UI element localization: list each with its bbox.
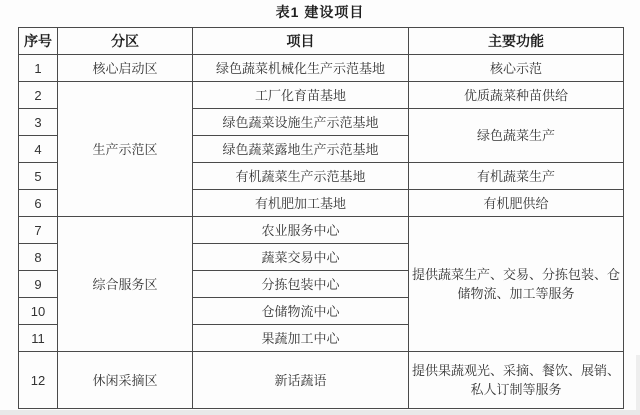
row-number-cell: 10 (19, 298, 58, 325)
table-header-row (19, 28, 624, 55)
construction-projects-table (18, 27, 624, 409)
row-number-cell: 12 (19, 352, 58, 409)
project-cell: 有机肥加工基地 (193, 190, 409, 217)
zone-cell: 核心启动区 (58, 55, 193, 82)
function-cell: 有机肥供给 (409, 190, 624, 217)
table-title: 表1 建设项目 (275, 4, 365, 20)
project-cell: 绿色蔬菜露地生产示范基地 (193, 136, 409, 163)
right-edge-shade (636, 355, 640, 415)
table-row (19, 352, 624, 409)
project-cell: 工厂化育苗基地 (193, 82, 409, 109)
bottom-edge-shade (0, 410, 640, 415)
function-cell: 有机蔬菜生产 (409, 163, 624, 190)
table-row (19, 55, 624, 82)
row-number-cell: 1 (19, 55, 58, 82)
zone-cell: 休闲采摘区 (58, 352, 193, 409)
row-number-cell: 7 (19, 217, 58, 244)
row-number-cell: 9 (19, 271, 58, 298)
project-cell: 农业服务中心 (193, 217, 409, 244)
row-number-cell: 4 (19, 136, 58, 163)
row-number-cell: 8 (19, 244, 58, 271)
function-cell: 核心示范 (409, 55, 624, 82)
header-no: 序号 (19, 28, 58, 55)
zone-cell: 生产示范区 (58, 82, 193, 217)
row-number-cell: 11 (19, 325, 58, 352)
function-cell: 优质蔬菜种苗供给 (409, 82, 624, 109)
header-project: 项目 (193, 28, 409, 55)
row-number-cell: 5 (19, 163, 58, 190)
project-cell: 绿色蔬菜机械化生产示范基地 (193, 55, 409, 82)
header-function: 主要功能 (409, 28, 624, 55)
function-cell: 绿色蔬菜生产 (409, 109, 624, 163)
project-cell: 新话蔬语 (193, 352, 409, 409)
project-cell: 有机蔬菜生产示范基地 (193, 163, 409, 190)
row-number-cell: 3 (19, 109, 58, 136)
function-cell: 提供蔬菜生产、交易、分拣包装、仓储物流、加工等服务 (409, 217, 624, 352)
project-cell: 绿色蔬菜设施生产示范基地 (193, 109, 409, 136)
project-cell: 分拣包装中心 (193, 271, 409, 298)
function-cell: 提供果蔬观光、采摘、餐饮、展销、私人订制等服务 (409, 352, 624, 409)
row-number-cell: 2 (19, 82, 58, 109)
project-cell: 果蔬加工中心 (193, 325, 409, 352)
project-cell: 仓储物流中心 (193, 298, 409, 325)
row-number-cell: 6 (19, 190, 58, 217)
table-row (19, 217, 624, 244)
zone-cell: 综合服务区 (58, 217, 193, 352)
table-row (19, 82, 624, 109)
project-cell: 蔬菜交易中心 (193, 244, 409, 271)
header-zone: 分区 (58, 28, 193, 55)
